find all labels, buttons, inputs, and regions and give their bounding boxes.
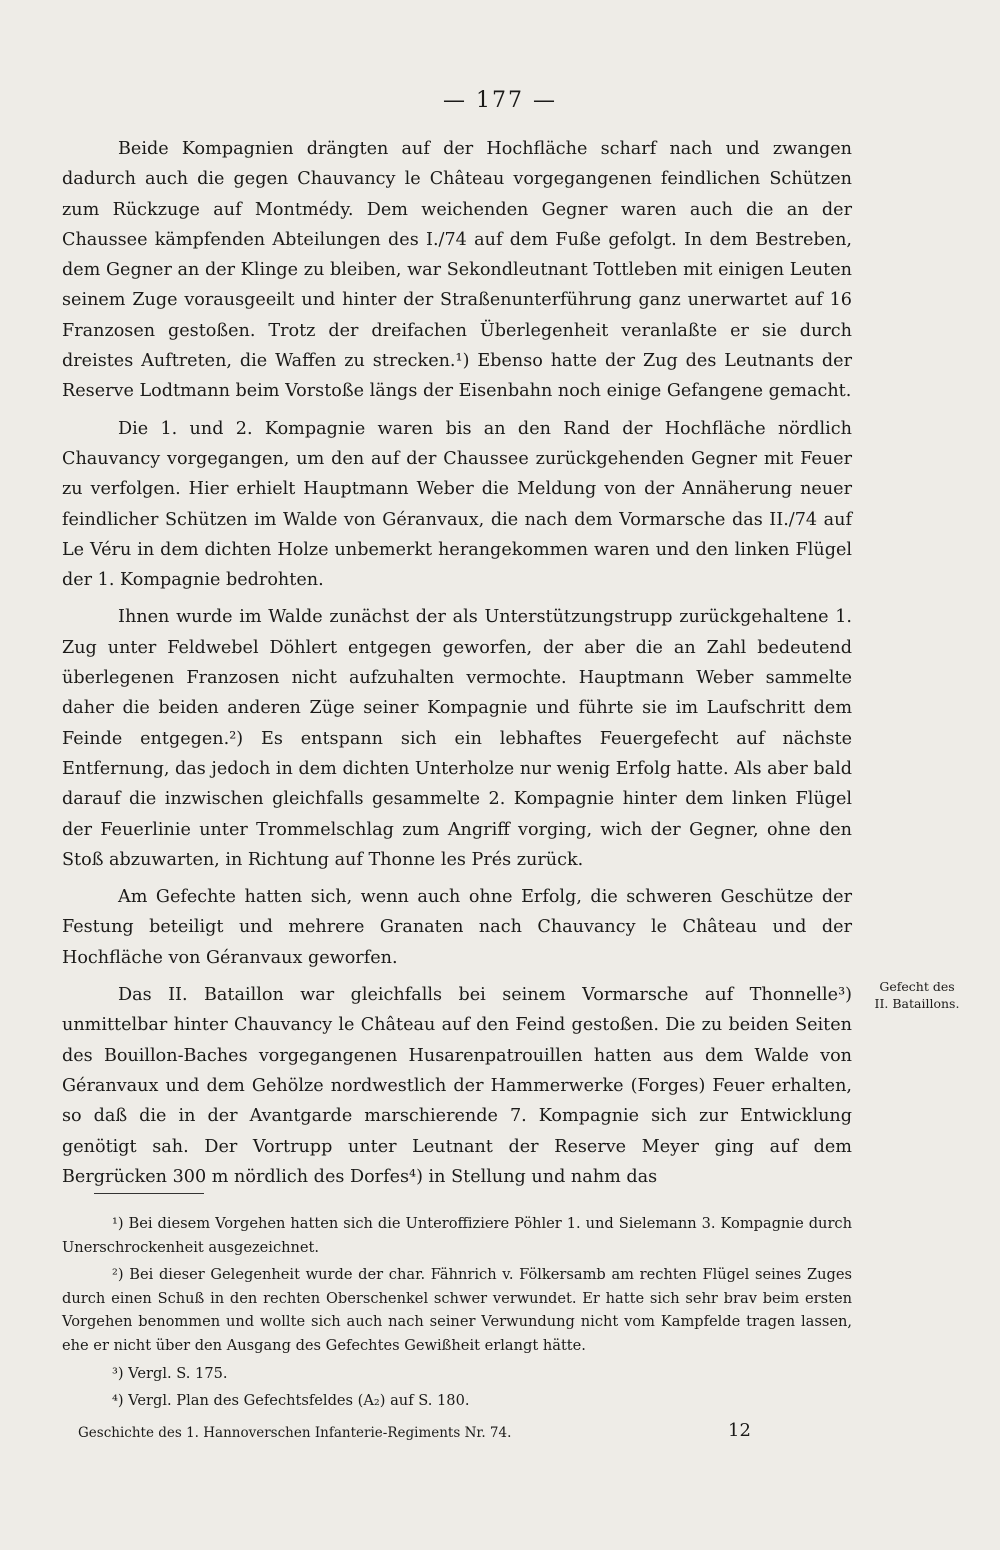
- footnote: ¹) Bei diesem Vorgehen hatten sich die Unteroffiziere Pöhler 1. und Sielemann 3. Kompagnie durch Unerschrockenheit ausgezeichnet.: [62, 1215, 852, 1256]
- margin-note-line: Gefecht des: [879, 979, 955, 994]
- paragraph: Am Gefechte hatten sich, wenn auch ohne Erfolg, die schweren Geschütze der Festung beteiligt und mehrere Granaten nach Chauvancy le Château und der Hochfläche von Géranvaux geworfen.: [62, 887, 852, 968]
- footnote: ²) Bei dieser Gelegenheit wurde der char. Fähnrich v. Fölkersamb am rechten Flügel seines Zuges durch einen Schuß in den rechten Oberschenkel schwer verwundet. Er hatte sich sehr brav beim ersten Vorgehen benommen und wollte sich auch nach seiner Verwundung nicht vom Kampfelde tragen lassen, ehe er nicht über den Ausgang des Gefechtes Gewißheit erlangt hätte.: [62, 1266, 852, 1354]
- signature-mark: 12: [728, 1420, 751, 1441]
- paragraph: Die 1. und 2. Kompagnie waren bis an den Rand der Hochfläche nördlich Chauvancy vorgegangen, um den auf der Chaussee zurückgehenden Gegner mit Feuer zu verfolgen. Hier erhielt Hauptmann Weber die Meldung von der Annäherung neuer feindlicher Schützen im Walde von Géranvaux, die nach dem Vormarsche das II./74 auf Le Véru in dem dichten Holze unbemerkt herangekommen waren und den linken Flügel der 1. Kompagnie bedrohten.: [62, 418, 852, 591]
- footnote: ⁴) Vergl. Plan des Gefechtsfeldes (A₂) auf S. 180.: [112, 1392, 470, 1410]
- paragraph: Ihnen wurde im Walde zunächst der als Unterstützungstrupp zurückgehaltene 1. Zug unter Feldwebel Döhlert entgegen geworfen, der aber die an Zahl bedeutend überlegenen Franzosen nicht aufzuhalten vermochte. Hauptmann Weber sammelte daher die beiden anderen Züge seiner Kompagnie und führte sie im Laufschritt dem Feinde entgegen.²) Es entspann sich ein lebhaftes Feuergefecht auf nächste Entfernung, das jedoch in dem dichten Unterholze nur wenig Erfolg hatte. Als aber bald darauf die inzwischen gleichfalls gesammelte 2. Kompagnie hinter dem linken Flügel der Feuerlinie unter Trommelschlag zum Angriff vorging, wich der Gegner, ohne den Stoß abzuwarten, in Richtung auf Thonne les Prés zurück.: [62, 607, 852, 870]
- footnote-rule: [94, 1193, 204, 1194]
- margin-note: [862, 978, 972, 1012]
- paragraph: Beide Kompagnien drängten auf der Hochfläche scharf nach und zwangen dadurch auch die gegen Chauvancy le Château vorgegangenen feindlichen Schützen zum Rückzuge auf Montmédy. Dem weichenden Gegner waren auch die an der Chaussee kämpfenden Abteilungen des I./74 auf dem Fuße gefolgt. In dem Bestreben, dem Gegner an der Klinge zu bleiben, war Sekondleutnant Tottleben mit einigen Leuten seinem Zuge vorausgeeilt und hinter der Straßenunterführung ganz unerwartet auf 16 Franzosen gestoßen. Trotz der dreifachen Überlegenheit veranlaßte er sie durch dreistes Auftreten, die Waffen zu strecken.¹) Ebenso hatte der Zug des Leutnants der Reserve Lodtmann beim Vorstoße längs der Eisenbahn noch einige Gefangene gemacht.: [62, 139, 852, 402]
- margin-note-line: II. Bataillons.: [874, 996, 960, 1011]
- paragraph: Das II. Bataillon war gleichfalls bei seinem Vormarsche auf Thonnelle³) unmittelbar hinter Chauvancy le Château auf den Feind gestoßen. Die zu beiden Seiten des Bouillon-Baches vorgegangenen Husarenpatrouillen hatten aus dem Walde von Géranvaux und dem Gehölze nordwestlich der Hammerwerke (Forges) Feuer erhalten, so daß die in der Avantgarde marschierende 7. Kompagnie sich zur Entwicklung genötigt sah. Der Vortrupp unter Leutnant der Reserve Meyer ging auf dem Bergrücken 300 m nördlich des Dorfes⁴) in Stellung und nahm das: [62, 985, 852, 1187]
- footnotes: [62, 1212, 852, 1413]
- footnote: ³) Vergl. S. 175.: [112, 1364, 228, 1382]
- page-number: — 177 —: [443, 88, 557, 113]
- book-title-footer: Geschichte des 1. Hannoverschen Infanterie-Regiments Nr. 74.: [78, 1425, 512, 1441]
- main-text: [62, 134, 852, 1192]
